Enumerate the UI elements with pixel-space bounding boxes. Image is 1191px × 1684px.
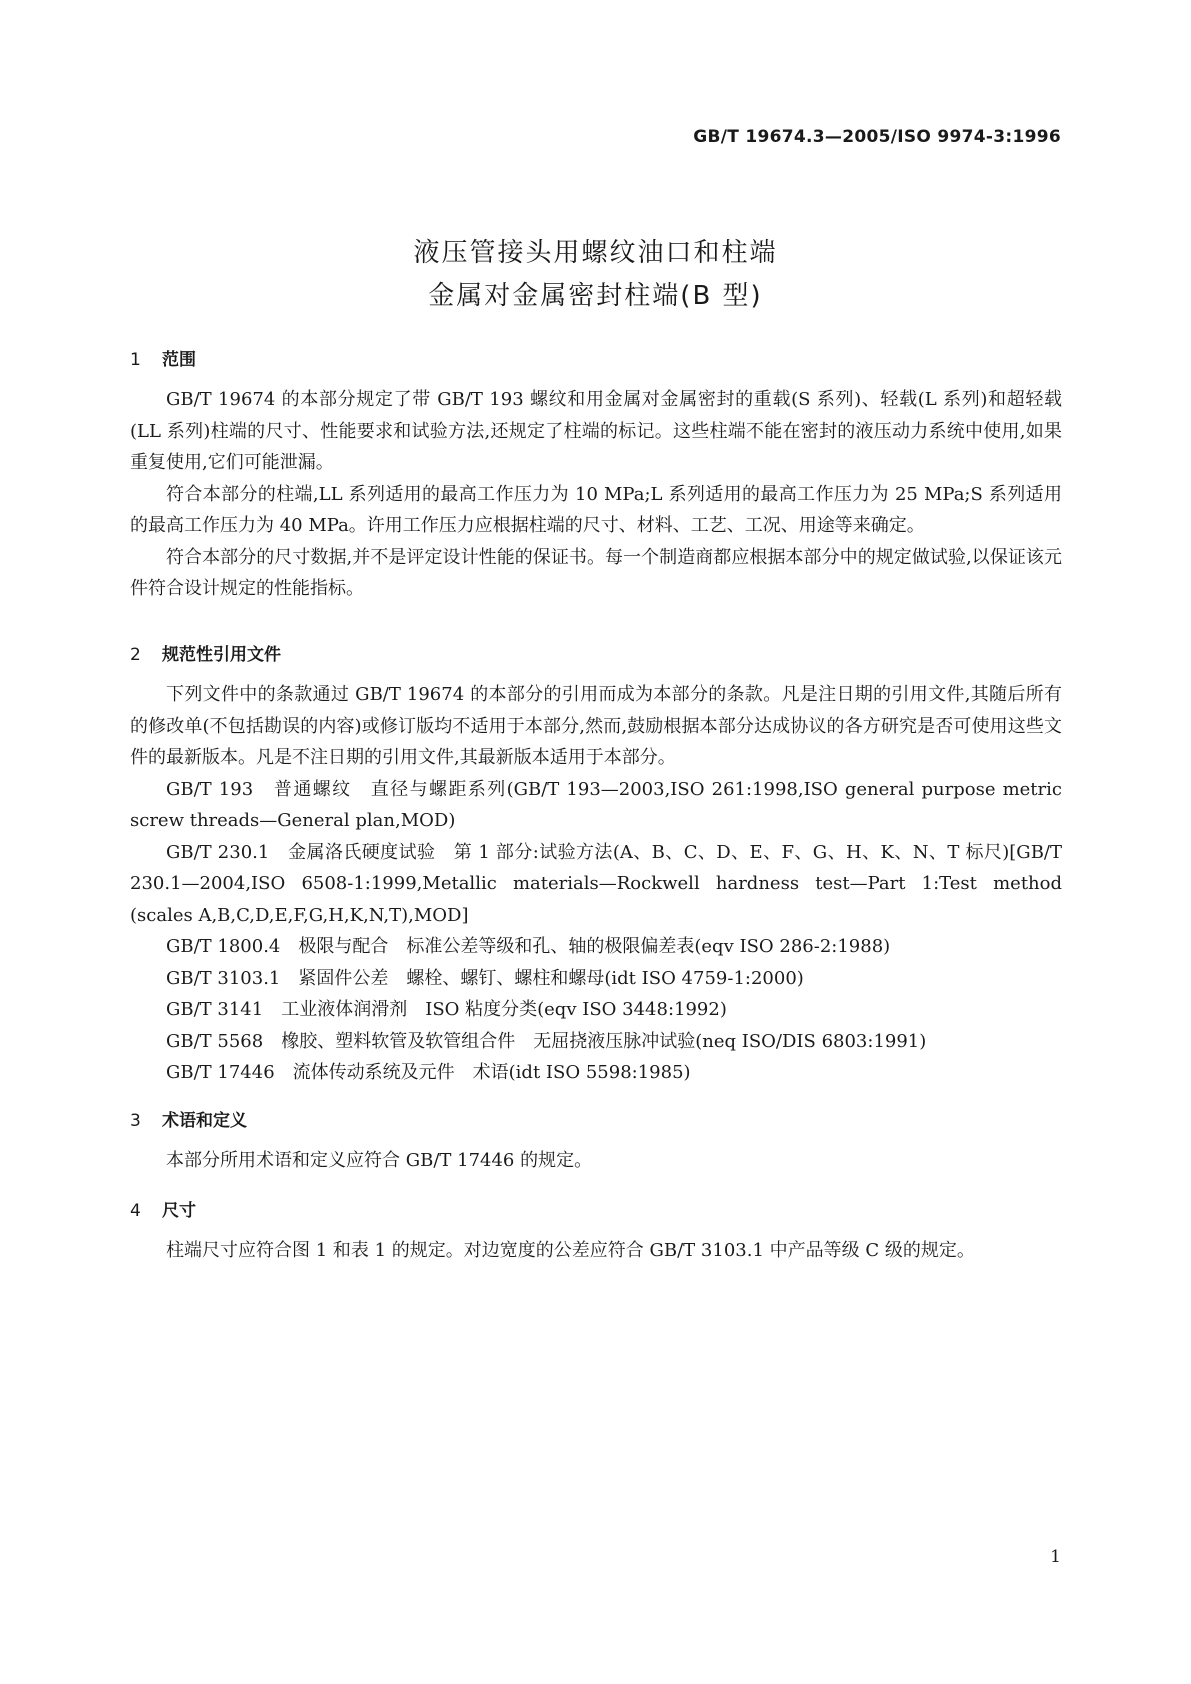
reference-item: GB/T 17446 流体传动系统及元件 术语(idt ISO 5598:1985) bbox=[166, 1062, 691, 1083]
section-4-body bbox=[130, 1235, 1062, 1267]
section-3-body bbox=[130, 1145, 1062, 1177]
section-2-heading bbox=[130, 640, 1062, 672]
section-1-paragraph: 符合本部分的柱端,LL 系列适用的最高工作压力为 10 MPa;L 系列适用的最高工作压力为 25 MPa;S 系列适用的最高工作压力为 40 MPa。许用工作压力应根据柱端的尺寸、材料、工艺、工况、用途等来确定。 bbox=[130, 483, 1062, 536]
reference-item: GB/T 1800.4 极限与配合 标准公差等级和孔、轴的极限偏差表(eqv ISO 286-2:1988) bbox=[166, 936, 891, 957]
section-4-title: 尺寸 bbox=[162, 1201, 196, 1221]
section-1-title: 范围 bbox=[162, 350, 196, 370]
section-3-number: 3 bbox=[130, 1111, 141, 1131]
section-2-title: 规范性引用文件 bbox=[162, 645, 281, 665]
reference-item: GB/T 3141 工业液体润滑剂 ISO 粘度分类(eqv ISO 3448:1992) bbox=[166, 999, 727, 1020]
section-4-heading bbox=[130, 1196, 1062, 1228]
section-4-text: 柱端尺寸应符合图 1 和表 1 的规定。对边宽度的公差应符合 GB/T 3103.1 中产品等级 C 级的规定。 bbox=[166, 1240, 975, 1261]
section-1-body bbox=[130, 384, 1062, 605]
section-3-title: 术语和定义 bbox=[162, 1111, 247, 1131]
reference-item: GB/T 230.1 金属洛氏硬度试验 第 1 部分:试验方法(A、B、C、D、E、F、G、H、K、N、T 标尺)[GB/T 230.1—2004,ISO 6508-1:1999,Metallic materials—Rockwell hardness test—Part 1:Test method (scales A,B,C,D,E,F,G,H,K,N,T),MOD] bbox=[130, 841, 1062, 926]
page-number: 1 bbox=[1050, 1547, 1061, 1567]
section-3-text: 本部分所用术语和定义应符合 GB/T 17446 的规定。 bbox=[166, 1150, 593, 1171]
reference-item: GB/T 5568 橡胶、塑料软管及软管组合件 无屈挠液压脉冲试验(neq ISO/DIS 6803:1991) bbox=[166, 1030, 927, 1052]
section-3-heading bbox=[130, 1106, 1062, 1138]
document-title-line-2: 金属对金属密封柱端(B 型) bbox=[428, 281, 763, 311]
reference-item: GB/T 3103.1 紧固件公差 螺栓、螺钉、螺柱和螺母(idt ISO 4759-1:2000) bbox=[166, 967, 804, 989]
section-2-intro: 下列文件中的条款通过 GB/T 19674 的本部分的引用而成为本部分的条款。凡是注日期的引用文件,其随后所有的修改单(不包括勘误的内容)或修订版均不适用于本部分,然而,鼓励根据本部分达成协议的各方研究是否可使用这些文件的最新版本。凡是不注日期的引用文件,其最新版本适用于本部分。 bbox=[130, 684, 1062, 768]
standard-number-header: GB/T 19674.3—2005/ISO 9974-3:1996 bbox=[693, 127, 1061, 147]
section-1-heading bbox=[130, 345, 1062, 377]
reference-item: GB/T 193 普通螺纹 直径与螺距系列(GB/T 193—2003,ISO 261:1998,ISO general purpose metric screw threads—General plan,MOD) bbox=[130, 778, 1062, 831]
section-1-paragraph: GB/T 19674 的本部分规定了带 GB/T 193 螺纹和用金属对金属密封的重载(S 系列)、轻载(L 系列)和超轻载(LL 系列)柱端的尺寸、性能要求和试验方法,还规定了柱端的标记。这些柱端不能在密封的液压动力系统中使用,如果重复使用,它们可能泄漏。 bbox=[130, 389, 1062, 473]
section-2-number: 2 bbox=[130, 645, 141, 665]
document-title-line-1: 液压管接头用螺纹油口和柱端 bbox=[413, 238, 778, 268]
section-1-paragraph: 符合本部分的尺寸数据,并不是评定设计性能的保证书。每一个制造商都应根据本部分中的规定做试验,以保证该元件符合设计规定的性能指标。 bbox=[130, 546, 1062, 599]
section-2-body bbox=[130, 679, 1062, 1089]
section-4-number: 4 bbox=[130, 1201, 141, 1221]
section-1-number: 1 bbox=[130, 350, 141, 370]
